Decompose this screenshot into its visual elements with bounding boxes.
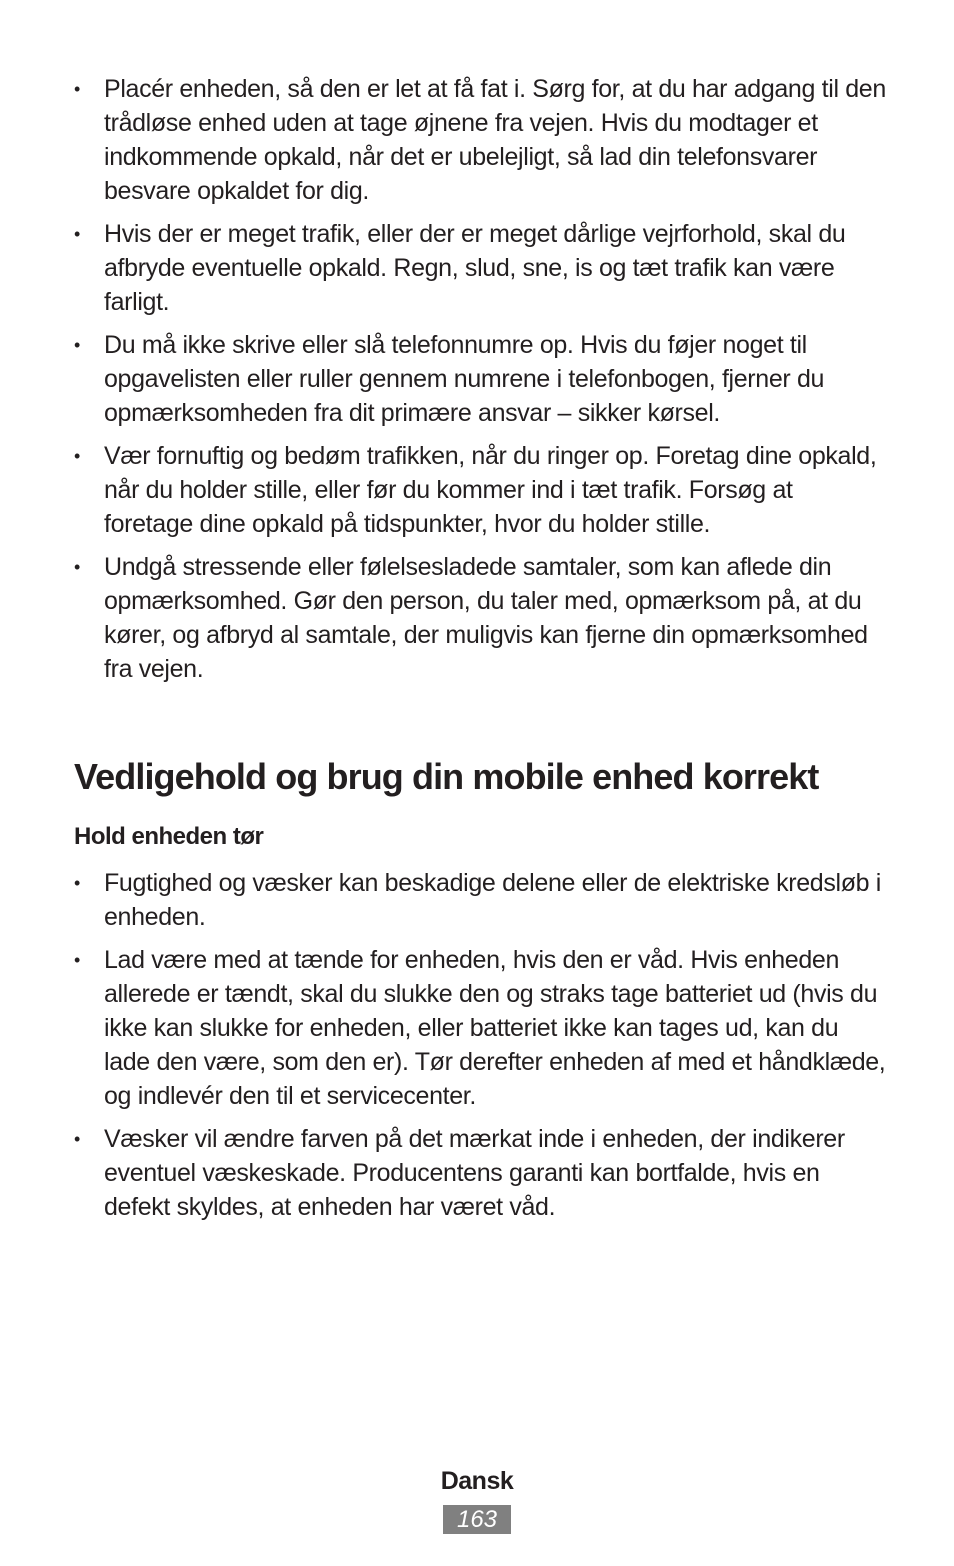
- list-item: [74, 866, 886, 934]
- bullet-marker: •: [74, 446, 80, 466]
- list-item-text: Fugtighed og væsker kan beskadige delene eller de elektriske kredsløb i enheden.: [104, 869, 881, 931]
- bullet-marker: •: [74, 79, 80, 99]
- list-item: [74, 72, 886, 208]
- bullet-marker: •: [74, 1129, 80, 1149]
- bullet-marker: •: [74, 950, 80, 970]
- footer-language-label: Dansk: [440, 1467, 514, 1495]
- bullet-marker: •: [74, 224, 80, 244]
- list-item: [74, 439, 886, 541]
- list-item-text: Du må ikke skrive eller slå telefonnumre op. Hvis du føjer noget til opgavelisten eller ruller gennem numrene i telefonbogen, fjerner du opmærksomheden fra dit primære ansvar – sikker kørsel.: [104, 331, 825, 427]
- section-heading: Vedligehold og brug din mobile enhed korrekt: [74, 756, 819, 797]
- care-bullet-list: [74, 866, 886, 1233]
- list-item: [74, 328, 886, 430]
- list-item-text: Undgå stressende eller følelsesladede samtaler, som kan aflede din opmærksomhed. Gør den person, du taler med, opmærksom på, at du kører, og afbryd al samtale, der muligvis kan fjerne din opmærksomhed fra vejen.: [104, 553, 868, 683]
- list-item-text: Væsker vil ændre farven på det mærkat inde i enheden, der indikerer eventuel væskeskade. Producentens garanti kan bortfalde, hvis en defekt skyldes, at enheden har været våd.: [104, 1125, 845, 1221]
- list-item: [74, 943, 886, 1113]
- list-item: [74, 217, 886, 319]
- list-item-text: Vær fornuftig og bedøm trafikken, når du ringer op. Foretag dine opkald, når du holder stille, eller før du kommer ind i tæt trafik. Forsøg at foretage dine opkald på tidspunkter, hvor du holder stille.: [104, 442, 877, 538]
- list-item-text: Hvis der er meget trafik, eller der er meget dårlige vejrforhold, skal du afbryde eventuelle opkald. Regn, slud, sne, is og tæt trafik kan være farligt.: [104, 220, 846, 316]
- list-item: [74, 550, 886, 686]
- list-item-text: Lad være med at tænde for enheden, hvis den er våd. Hvis enheden allerede er tændt, skal du slukke den og straks tage batteriet ud (hvis du ikke kan slukke for enheden, eller batteriet ikke kan tages ud, kan du lade den være, som den er). Tør derefter enheden af med et håndklæde, og indlevér den til et servicecenter.: [104, 946, 886, 1110]
- list-item: [74, 1122, 886, 1224]
- bullet-marker: •: [74, 873, 80, 893]
- list-item-text: Placér enheden, så den er let at få fat i. Sørg for, at du har adgang til den trådløse enhed uden at tage øjnene fra vejen. Hvis du modtager et indkommende opkald, når det er ubelejligt, så lad din telefonsvarer besvare opkaldet for dig.: [104, 75, 886, 205]
- bullet-marker: •: [74, 335, 80, 355]
- subsection-heading: Hold enheden tør: [74, 823, 264, 850]
- page-number-badge: 163: [443, 1505, 511, 1534]
- bullet-marker: •: [74, 557, 80, 577]
- intro-bullet-list: [74, 72, 886, 695]
